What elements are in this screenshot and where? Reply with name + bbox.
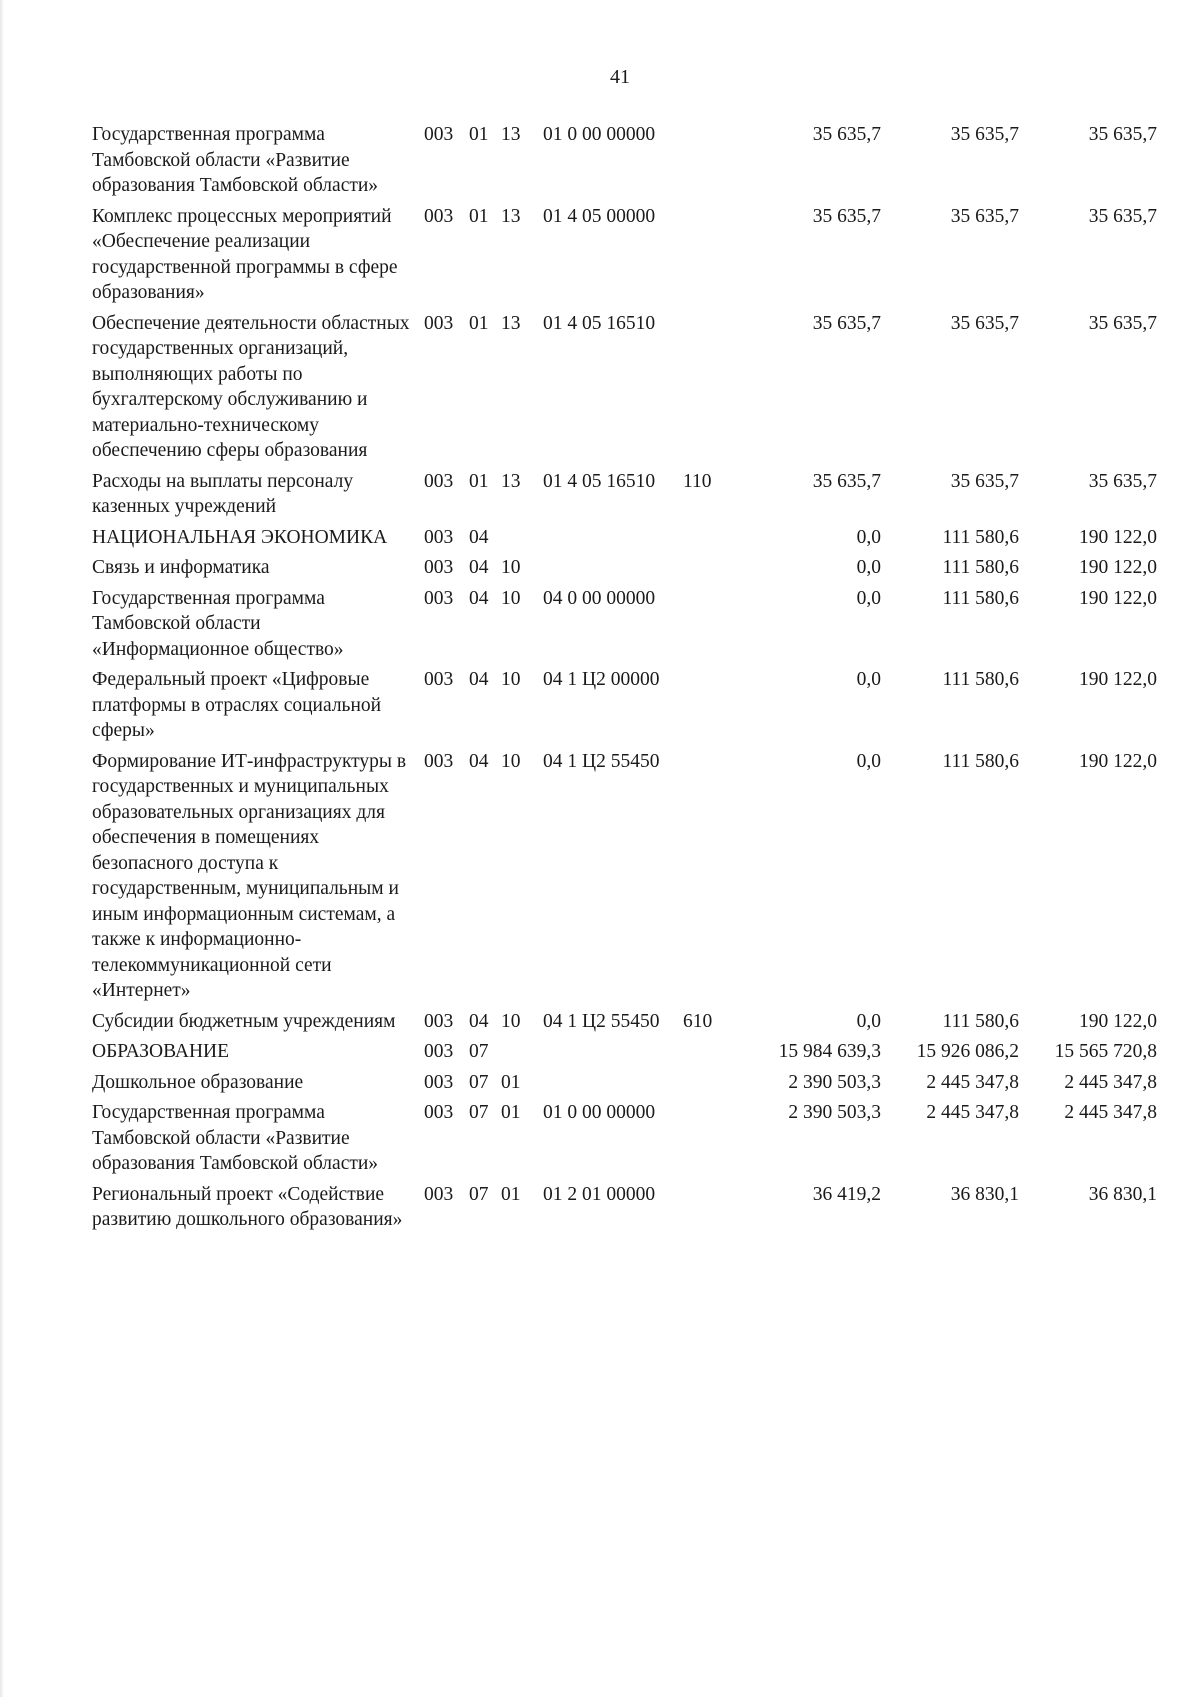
amount-year-2: 2 445 347,8 bbox=[926, 1071, 1019, 1093]
amount-year-2: 111 580,6 bbox=[942, 1010, 1019, 1032]
target-article-code: 01 2 01 00000 bbox=[543, 1183, 656, 1205]
section-code: 01 bbox=[469, 312, 489, 334]
amount-year-1: 0,0 bbox=[856, 587, 881, 609]
subsection-code: 10 bbox=[501, 557, 521, 578]
target-article-code: 04 1 Ц2 55450 bbox=[543, 750, 660, 772]
amount-year-3: 36 830,1 bbox=[1088, 1183, 1157, 1205]
section-code: 01 bbox=[469, 124, 489, 145]
amount-year-1: 35 635,7 bbox=[812, 470, 881, 492]
page-number: 41 bbox=[610, 66, 630, 88]
amount-year-2: 111 580,6 bbox=[942, 669, 1019, 690]
admin-code: 003 bbox=[424, 1183, 454, 1205]
amount-year-1: 0,0 bbox=[856, 557, 881, 578]
amount-year-1: 0,0 bbox=[856, 1010, 881, 1032]
budget-item-name: Государственная программа Тамбовской области «Развитие образования Тамбовской области» bbox=[92, 1102, 379, 1174]
amount-year-3: 2 445 347,8 bbox=[1064, 1102, 1157, 1123]
target-article-code: 04 0 00 00000 bbox=[543, 587, 656, 609]
admin-code: 003 bbox=[424, 526, 454, 548]
budget-item-name: Комплекс процессных мероприятий «Обеспечение реализации государственной программы в сфере образования» bbox=[92, 205, 398, 303]
amount-year-3: 190 122,0 bbox=[1079, 669, 1157, 690]
admin-code: 003 bbox=[424, 312, 454, 334]
table-row bbox=[92, 1100, 1172, 1177]
subsection-code: 10 bbox=[501, 587, 521, 609]
amount-year-3: 190 122,0 bbox=[1079, 1010, 1157, 1032]
amount-year-3: 190 122,0 bbox=[1079, 557, 1157, 578]
admin-code: 003 bbox=[424, 470, 454, 492]
amount-year-3: 35 635,7 bbox=[1088, 205, 1157, 227]
target-article-code: 01 4 05 16510 bbox=[543, 470, 656, 492]
table-row bbox=[92, 667, 1172, 744]
scan-edge bbox=[0, 0, 4, 1697]
subsection-code: 13 bbox=[501, 205, 521, 227]
subsection-code: 01 bbox=[501, 1102, 521, 1123]
admin-code: 003 bbox=[424, 1102, 454, 1123]
section-code: 07 bbox=[469, 1183, 489, 1205]
section-code: 04 bbox=[469, 669, 489, 690]
subsection-code: 10 bbox=[501, 1010, 521, 1032]
budget-item-name: Связь и информатика bbox=[92, 557, 270, 578]
admin-code: 003 bbox=[424, 205, 454, 227]
table-row bbox=[92, 1039, 1172, 1065]
subsection-code: 10 bbox=[501, 750, 521, 772]
table-row bbox=[92, 555, 1172, 581]
target-article-code: 01 4 05 00000 bbox=[543, 205, 656, 227]
amount-year-2: 36 830,1 bbox=[950, 1183, 1019, 1205]
admin-code: 003 bbox=[424, 1010, 454, 1032]
subsection-code: 13 bbox=[501, 312, 521, 334]
amount-year-3: 190 122,0 bbox=[1079, 526, 1157, 548]
table-row bbox=[92, 1070, 1172, 1096]
section-code: 04 bbox=[469, 1010, 489, 1032]
table-row bbox=[92, 1182, 1172, 1233]
amount-year-1: 2 390 503,3 bbox=[788, 1102, 881, 1123]
subsection-code: 13 bbox=[501, 124, 521, 145]
budget-item-name: Субсидии бюджетным учреждениям bbox=[92, 1010, 396, 1032]
amount-year-2: 111 580,6 bbox=[942, 526, 1019, 548]
amount-year-3: 35 635,7 bbox=[1088, 124, 1157, 145]
admin-code: 003 bbox=[424, 669, 454, 690]
amount-year-2: 35 635,7 bbox=[950, 312, 1019, 334]
admin-code: 003 bbox=[424, 587, 454, 609]
amount-year-3: 15 565 720,8 bbox=[1054, 1041, 1157, 1062]
admin-code: 003 bbox=[424, 557, 454, 578]
target-article-code: 01 4 05 16510 bbox=[543, 312, 656, 334]
amount-year-1: 35 635,7 bbox=[812, 312, 881, 334]
amount-year-1: 2 390 503,3 bbox=[788, 1071, 881, 1093]
budget-table bbox=[92, 122, 1172, 1233]
amount-year-3: 190 122,0 bbox=[1079, 587, 1157, 609]
table-row bbox=[92, 122, 1172, 199]
section-code: 07 bbox=[469, 1071, 489, 1093]
amount-year-2: 35 635,7 bbox=[950, 124, 1019, 145]
budget-item-name: Федеральный проект «Цифровые платформы в отраслях социальной сферы» bbox=[92, 669, 382, 741]
amount-year-2: 2 445 347,8 bbox=[926, 1102, 1019, 1123]
budget-item-name: ОБРАЗОВАНИЕ bbox=[92, 1041, 230, 1062]
target-article-code: 04 1 Ц2 00000 bbox=[543, 669, 660, 690]
budget-item-name: Дошкольное образование bbox=[92, 1071, 304, 1093]
table-row bbox=[92, 586, 1172, 663]
budget-item-name: НАЦИОНАЛЬНАЯ ЭКОНОМИКА bbox=[92, 526, 388, 548]
table-row bbox=[92, 469, 1172, 520]
amount-year-1: 0,0 bbox=[856, 669, 881, 690]
table-row bbox=[92, 525, 1172, 551]
amount-year-2: 111 580,6 bbox=[942, 750, 1019, 772]
amount-year-1: 15 984 639,3 bbox=[778, 1041, 881, 1062]
amount-year-2: 35 635,7 bbox=[950, 470, 1019, 492]
amount-year-3: 35 635,7 bbox=[1088, 312, 1157, 334]
section-code: 01 bbox=[469, 205, 489, 227]
admin-code: 003 bbox=[424, 1041, 454, 1062]
amount-year-2: 15 926 086,2 bbox=[916, 1041, 1019, 1062]
budget-item-name: Региональный проект «Содействие развитию дошкольного образования» bbox=[92, 1183, 403, 1230]
amount-year-1: 0,0 bbox=[856, 750, 881, 772]
subsection-code: 13 bbox=[501, 470, 521, 492]
amount-year-1: 36 419,2 bbox=[812, 1183, 881, 1205]
admin-code: 003 bbox=[424, 1071, 454, 1093]
table-row bbox=[92, 311, 1172, 464]
table-row bbox=[92, 1009, 1172, 1035]
expense-type-code: 110 bbox=[683, 470, 712, 492]
budget-item-name: Формирование ИТ-инфраструктуры в государственных и муниципальных образовательных организациях для обеспечения в помещениях безопасного доступа к государственным, муниципальным и иным информационным системам, а также к информационно-телекоммуникационной сети «Интернет» bbox=[92, 750, 407, 1001]
target-article-code: 01 0 00 00000 bbox=[543, 1102, 656, 1123]
table-row bbox=[92, 204, 1172, 306]
section-code: 04 bbox=[469, 750, 489, 772]
table-row bbox=[92, 749, 1172, 1004]
amount-year-1: 0,0 bbox=[856, 526, 881, 548]
amount-year-3: 190 122,0 bbox=[1079, 750, 1157, 772]
amount-year-1: 35 635,7 bbox=[812, 205, 881, 227]
subsection-code: 10 bbox=[501, 669, 521, 690]
section-code: 04 bbox=[469, 587, 489, 609]
section-code: 04 bbox=[469, 557, 489, 578]
amount-year-2: 111 580,6 bbox=[942, 557, 1019, 578]
amount-year-2: 111 580,6 bbox=[942, 587, 1019, 609]
amount-year-3: 2 445 347,8 bbox=[1064, 1071, 1157, 1093]
target-article-code: 04 1 Ц2 55450 bbox=[543, 1010, 660, 1032]
budget-item-name: Государственная программа Тамбовской области «Развитие образования Тамбовской области» bbox=[92, 124, 379, 196]
expense-type-code: 610 bbox=[683, 1010, 713, 1032]
amount-year-3: 35 635,7 bbox=[1088, 470, 1157, 492]
section-code: 04 bbox=[469, 526, 489, 548]
section-code: 01 bbox=[469, 470, 489, 492]
target-article-code: 01 0 00 00000 bbox=[543, 124, 656, 145]
admin-code: 003 bbox=[424, 750, 454, 772]
admin-code: 003 bbox=[424, 124, 454, 145]
budget-item-name: Обеспечение деятельности областных государственных организаций, выполняющих работы по бухгалтерскому обслуживанию и материально-техническому обеспечению сферы образования bbox=[92, 312, 410, 461]
amount-year-2: 35 635,7 bbox=[950, 205, 1019, 227]
budget-item-name: Расходы на выплаты персоналу казенных учреждений bbox=[92, 470, 354, 517]
budget-item-name: Государственная программа Тамбовской области «Информационное общество» bbox=[92, 587, 344, 660]
subsection-code: 01 bbox=[501, 1183, 521, 1205]
section-code: 07 bbox=[469, 1041, 489, 1062]
section-code: 07 bbox=[469, 1102, 489, 1123]
amount-year-1: 35 635,7 bbox=[812, 124, 881, 145]
subsection-code: 01 bbox=[501, 1071, 521, 1093]
